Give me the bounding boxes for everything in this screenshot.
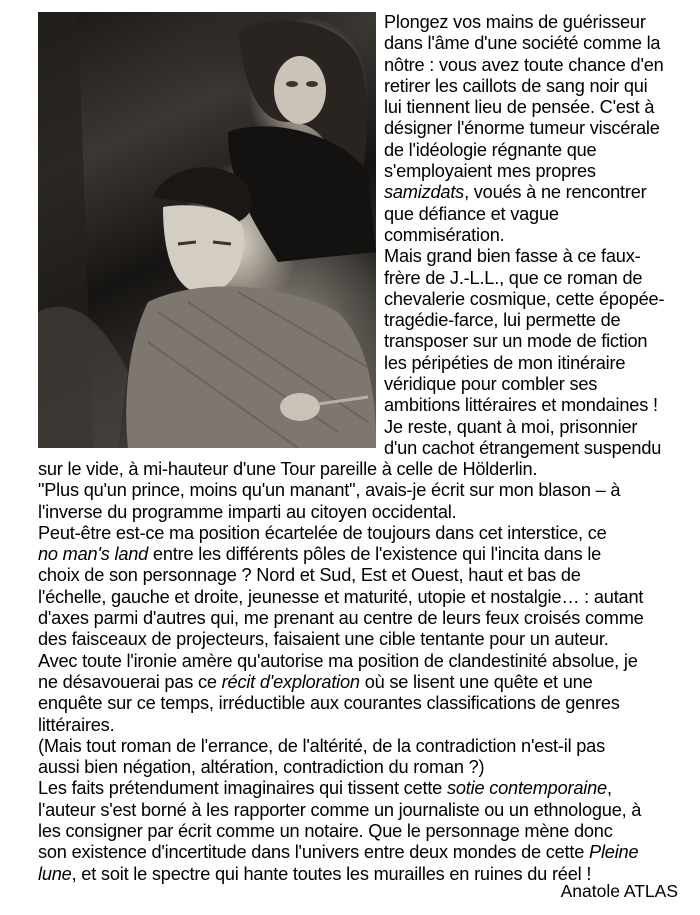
italic-segment: no man's land [38, 544, 149, 565]
right-column-text [384, 12, 700, 459]
text-line: d'un cachot étrangement suspendu [384, 437, 662, 458]
text-line: ambitions littéraires et mondaines ! [384, 395, 658, 416]
text-line: enquête sur ce temps, irréductible aux courantes classifications de genres [38, 693, 620, 714]
text-segment: son existence d'incertitude dans l'univers entre deux mondes de cette [38, 842, 590, 863]
text-segment: ne désavouerai pas ce [38, 671, 222, 692]
text-segment: Les faits prétendument imaginaires qui tissent cette [38, 778, 447, 799]
text-line [38, 842, 698, 863]
text-line: des faisceaux de projecteurs, faisaient une cible tentante pour un auteur. [38, 629, 609, 650]
author-signature: Anatole ATLAS [560, 881, 678, 901]
text-segment: , et soit le spectre qui hante toutes les murailles en ruines du réel ! [71, 863, 592, 884]
text-line: Avec toute l'ironie amère qu'autorise ma position de clandestinité absolue, je [38, 650, 638, 671]
text-line: "Plus qu'un prince, moins qu'un manant", avais-je écrit sur mon blason – à [38, 480, 621, 501]
photo-foliage [38, 307, 128, 448]
text-segment: entre les différents pôles de l'existence qui l'incita dans le [148, 544, 602, 565]
text-line: véridique pour combler ses [384, 374, 598, 395]
text-segment: où se lisent une quête et une [359, 671, 593, 692]
text-line: dans l'âme d'une société comme la [384, 33, 661, 54]
author-photo [38, 12, 376, 448]
text-line: l'échelle, gauche et droite, jeunesse et maturité, utopie et nostalgie… : autant [38, 586, 644, 607]
text-line: Mais grand bien fasse à ce faux- [384, 246, 641, 267]
text-line: l'auteur s'est borné à les rapporter comme un journaliste ou un ethnologue, à [38, 799, 642, 820]
text-line: nôtre : vous avez toute chance d'en [384, 54, 664, 75]
text-line: chevalerie cosmique, cette épopée- [384, 288, 665, 309]
italic-segment: lune [38, 863, 72, 884]
text-line [38, 672, 698, 693]
text-line: commisération. [384, 224, 505, 245]
photo-man-jacket [126, 286, 376, 448]
text-line: sur le vide, à mi-hauteur d'une Tour pareille à celle de Hölderlin. [38, 459, 538, 479]
photo-man-face [163, 205, 244, 294]
photo-figures [38, 12, 376, 448]
text-line: transposer sur un mode de fiction [384, 331, 648, 352]
photo-woman-eye [286, 81, 298, 87]
italic-segment: sotie contemporaine [446, 778, 607, 799]
photo-woman-eye [306, 81, 318, 87]
text-line: Plongez vos mains de guérisseur [384, 12, 646, 32]
photo-woman-face [274, 56, 326, 124]
text-line: d'axes parmi d'autres qui, me prenant au centre de leurs feux croisés comme [38, 608, 644, 629]
text-line: les péripéties de mon itinéraire [384, 352, 626, 373]
text-line: de l'idéologie régnante que [384, 139, 597, 160]
text-line: que défiance et vague [384, 203, 559, 224]
text-line [384, 182, 700, 203]
text-line: Je reste, quant à moi, prisonnier [384, 416, 638, 437]
text-line: s'employaient mes propres [384, 161, 596, 182]
text-line: frère de J.-L.L., que ce roman de [384, 267, 643, 288]
italic-segment: récit d'exploration [221, 671, 360, 692]
text-line [38, 778, 698, 799]
photo-man-hand [280, 393, 320, 421]
text-line: aussi bien négation, altération, contradiction du roman ?) [38, 757, 485, 778]
text-line: choix de son personnage ? Nord et Sud, Est et Ouest, haut et bas de [38, 565, 581, 586]
photo-man-eye [213, 242, 231, 244]
text-segment: , [606, 778, 612, 799]
text-line: lui tiennent lieu de pensée. C'est à [384, 97, 655, 118]
text-line: retirer les caillots de sang noir qui [384, 75, 648, 96]
text-line: littéraires. [38, 714, 115, 735]
text-line: les consigner par écrit comme un notaire. Que le personnage mène donc [38, 821, 613, 842]
text-line: l'inverse du programme imparti au citoyen occidental. [38, 501, 457, 522]
text-line [38, 544, 698, 565]
text-segment: , voués à ne rencontrer [464, 182, 647, 203]
text-line: désigner l'énorme tumeur viscérale [384, 118, 660, 139]
text-line: (Mais tout roman de l'errance, de l'altérité, de la contradiction n'est-il pas [38, 735, 605, 756]
text-line: tragédie-farce, lui permette de [384, 310, 621, 331]
full-width-text [38, 459, 698, 885]
italic-segment: Pleine [589, 842, 639, 863]
text-line: Peut-être est-ce ma position écartelée de toujours dans cet interstice, ce [38, 522, 607, 543]
italic-segment: samizdats [384, 182, 465, 203]
photo-man-eye [178, 242, 196, 244]
